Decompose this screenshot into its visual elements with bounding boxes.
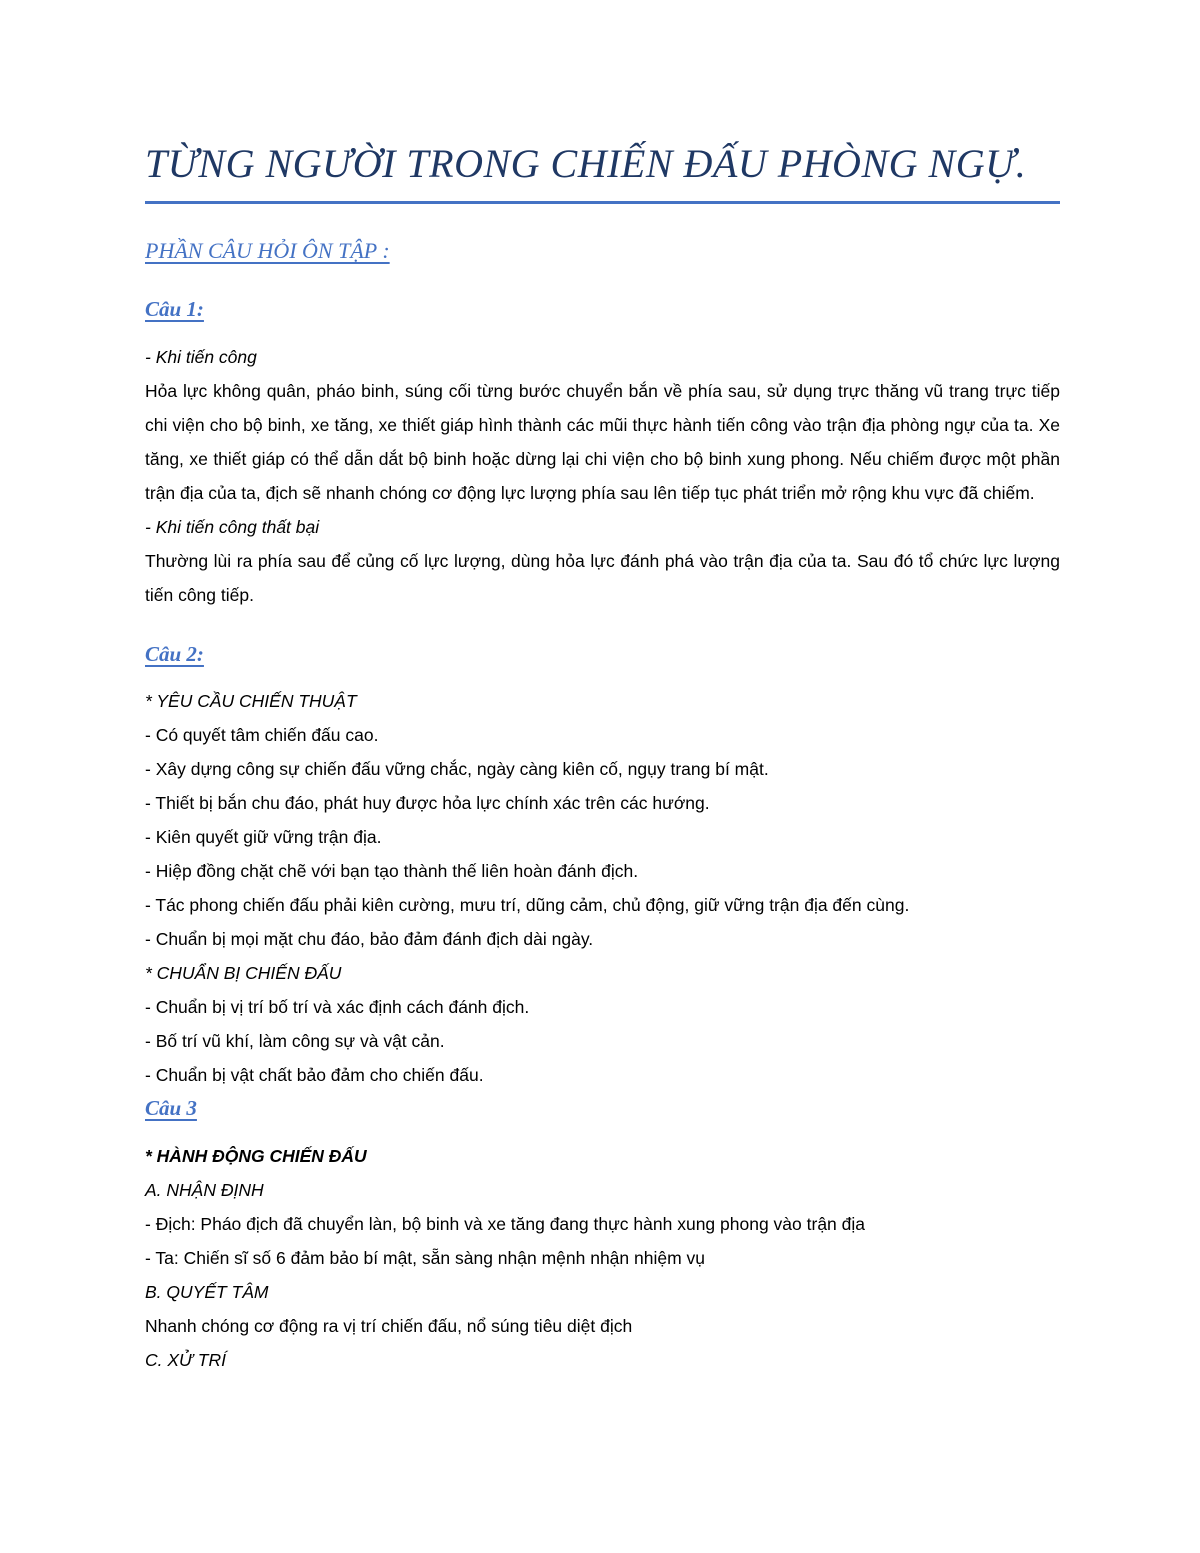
cau1-subheading-2: - Khi tiến công thất bại: [145, 516, 320, 537]
cau2-group1-list: [145, 718, 1060, 956]
list-item: - Thiết bị bắn chu đáo, phát huy được hỏa lực chính xác trên các hướng.: [145, 793, 710, 814]
spacer: [145, 670, 1060, 684]
page-title: TỪNG NGƯỜI TRONG CHIẾN ĐẤU PHÒNG NGỰ.: [145, 141, 1027, 186]
cau1-paragraph-2: Thường lùi ra phía sau để củng cố lực lượng, dùng hỏa lực đánh phá vào trận địa của ta. Sau đó tổ chức lực lượng tiến công tiếp.: [145, 550, 1060, 605]
cau1-paragraph-1: Hỏa lực không quân, pháo binh, súng cối từng bước chuyển bắn về phía sau, sử dụng trực thăng vũ trang trực tiếp chi viện cho bộ binh, xe tăng, xe thiết giáp hình thành các mũi thực hành tiến công vào trận địa phòng ngự của ta. Xe tăng, xe thiết giáp có thể dẫn dắt bộ binh hoặc dừng lại chi viện cho bộ binh xung phong. Nếu chiếm được một phần trận địa của ta, địch sẽ nhanh chóng cơ động lực lượng phía sau lên tiếp tục phát triển mở rộng khu vực đã chiếm.: [145, 380, 1060, 503]
cau3-section-b-text: Nhanh chóng cơ động ra vị trí chiến đấu, nổ súng tiêu diệt địch: [145, 1315, 633, 1336]
cau2-group2-title: * CHUẨN BỊ CHIẾN ĐẤU: [145, 963, 342, 984]
cau3-section-c-title: C. XỬ TRÍ: [145, 1349, 226, 1370]
cau3-group-title: * HÀNH ĐỘNG CHIẾN ĐẤU: [145, 1145, 367, 1166]
list-item: - Kiên quyết giữ vững trận địa.: [145, 827, 382, 848]
spacer: [145, 326, 1060, 340]
cau3-section-b-title: B. QUYẾT TÂM: [145, 1281, 269, 1302]
cau3-section-a-title: A. NHẬN ĐỊNH: [145, 1179, 264, 1200]
cau1-subheading-1: - Khi tiến công: [145, 346, 257, 367]
spacer: [145, 612, 1060, 638]
title-divider: [145, 201, 1060, 204]
heading-cau-1: Câu 1:: [145, 297, 204, 322]
spacer: [145, 1125, 1060, 1139]
heading-cau-2: Câu 2:: [145, 641, 204, 666]
list-item: - Có quyết tâm chiến đấu cao.: [145, 725, 379, 746]
spacer: [145, 267, 1060, 293]
list-item: - Chuẩn bị mọi mặt chu đáo, bảo đảm đánh địch dài ngày.: [145, 929, 594, 950]
list-item: - Chuẩn bị vị trí bố trí và xác định cách đánh địch.: [145, 997, 530, 1018]
heading-cau-3: Câu 3: [145, 1096, 197, 1121]
list-item: - Tác phong chiến đấu phải kiên cường, mưu trí, dũng cảm, chủ động, giữ vững trận địa đến cùng.: [145, 895, 910, 916]
list-item: - Ta: Chiến sĩ số 6 đảm bảo bí mật, sẵn sàng nhận mệnh nhận nhiệm vụ: [145, 1247, 706, 1268]
cau2-group2-list: [145, 990, 1060, 1092]
section-label-question-part: PHẦN CÂU HỎI ÔN TẬP :: [145, 238, 390, 264]
list-item: - Hiệp đồng chặt chẽ với bạn tạo thành thế liên hoàn đánh địch.: [145, 861, 639, 882]
list-item: - Bố trí vũ khí, làm công sự và vật cản.: [145, 1031, 445, 1052]
cau2-group1-title: * YÊU CẦU CHIẾN THUẬT: [145, 691, 357, 712]
list-item: - Địch: Pháo địch đã chuyển làn, bộ binh và xe tăng đang thực hành xung phong vào trận địa: [145, 1213, 865, 1234]
list-item: - Chuẩn bị vật chất bảo đảm cho chiến đấu.: [145, 1065, 484, 1086]
list-item: - Xây dựng công sự chiến đấu vững chắc, ngày càng kiên cố, ngụy trang bí mật.: [145, 759, 769, 780]
